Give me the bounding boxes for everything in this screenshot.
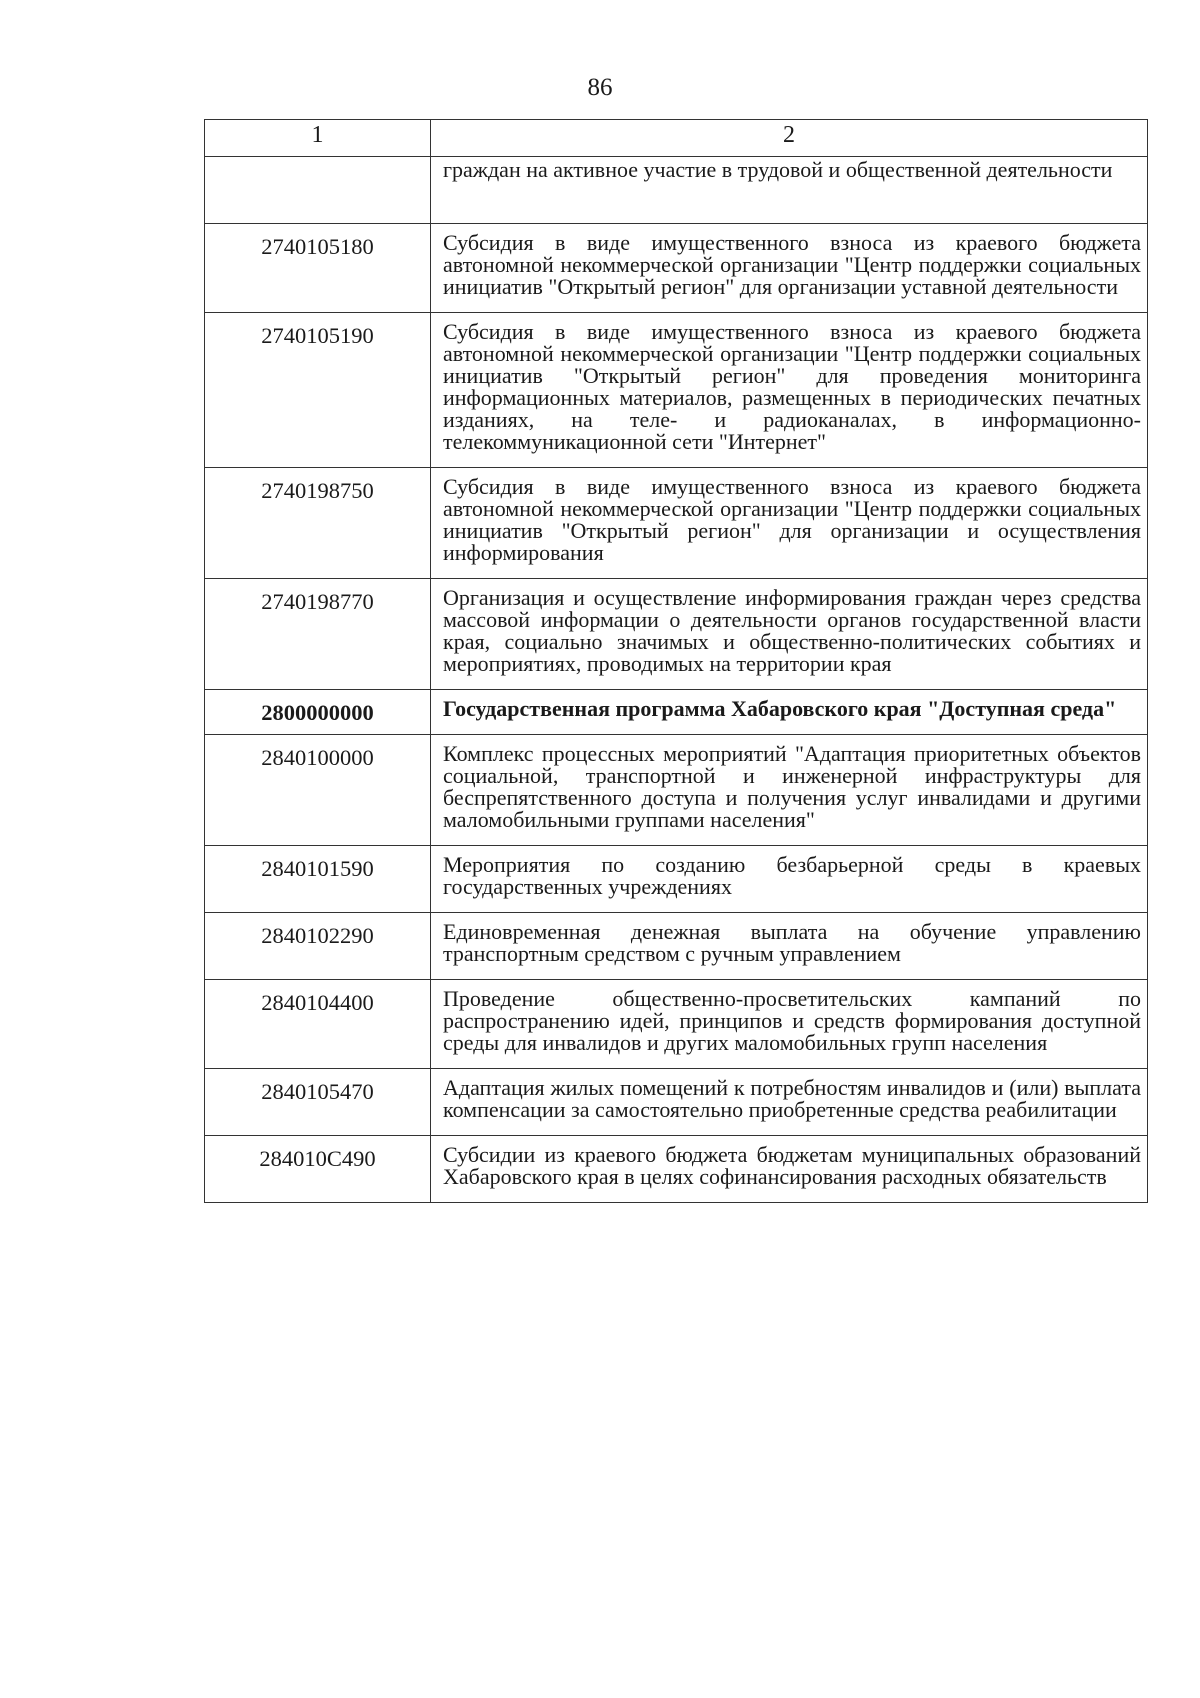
row-code: 2840102290 bbox=[205, 913, 431, 980]
table-row bbox=[205, 1069, 1148, 1136]
row-description: Мероприятия по созданию безбарьерной среды в краевых государственных учреждениях bbox=[431, 846, 1148, 913]
table-row-program bbox=[205, 690, 1148, 735]
row-code: 2800000000 bbox=[205, 690, 431, 735]
row-code: 2840104400 bbox=[205, 980, 431, 1069]
row-code: 2740198750 bbox=[205, 468, 431, 579]
table-row bbox=[205, 224, 1148, 313]
column-header-1: 1 bbox=[205, 120, 431, 157]
row-code: 2740105190 bbox=[205, 313, 431, 468]
table-header-row bbox=[205, 120, 1148, 157]
row-description: Субсидии из краевого бюджета бюджетам муниципальных образований Хабаровского края в целях софинансирования расходных обязательств bbox=[431, 1136, 1148, 1203]
table-row bbox=[205, 735, 1148, 846]
row-code: 2840101590 bbox=[205, 846, 431, 913]
table-row bbox=[205, 980, 1148, 1069]
row-description: Адаптация жилых помещений к потребностям инвалидов и (или) выплата компенсации за самостоятельно приобретенные средства реабилитации bbox=[431, 1069, 1148, 1136]
table-row bbox=[205, 579, 1148, 690]
row-description: Единовременная денежная выплата на обучение управлению транспортным средством с ручным управлением bbox=[431, 913, 1148, 980]
row-code: 2840100000 bbox=[205, 735, 431, 846]
table-row bbox=[205, 468, 1148, 579]
column-header-2: 2 bbox=[431, 120, 1148, 157]
table-row bbox=[205, 846, 1148, 913]
table-row bbox=[205, 913, 1148, 980]
row-description: Организация и осуществление информирования граждан через средства массовой информации о деятельности органов государственной власти края, социально значимых и общественно-политических событиях и мероприятиях, проводимых на территории края bbox=[431, 579, 1148, 690]
row-description: Субсидия в виде имущественного взноса из краевого бюджета автономной некоммерческой организации "Центр поддержки социальных инициатив "Открытый регион" для проведения мониторинга информационных материалов, размещенных в периодических печатных изданиях, на теле- и радиоканалах, в информационно-телекоммуникационной сети "Интернет" bbox=[431, 313, 1148, 468]
row-code: 2740198770 bbox=[205, 579, 431, 690]
table-row bbox=[205, 313, 1148, 468]
row-description: Проведение общественно-просветительских кампаний по распространению идей, принципов и средств формирования доступной среды для инвалидов и других маломобильных групп населения bbox=[431, 980, 1148, 1069]
table-row bbox=[205, 157, 1148, 224]
row-description: Субсидия в виде имущественного взноса из краевого бюджета автономной некоммерческой организации "Центр поддержки социальных инициатив "Открытый регион" для организации уставной деятельности bbox=[431, 224, 1148, 313]
budget-classification-table bbox=[204, 119, 1148, 1203]
row-description: граждан на активное участие в трудовой и общественной деятельности bbox=[431, 157, 1148, 224]
row-code bbox=[205, 157, 431, 224]
page-number: 86 bbox=[587, 74, 613, 101]
row-description: Государственная программа Хабаровского края "Доступная среда" bbox=[431, 690, 1148, 735]
row-code: 2840105470 bbox=[205, 1069, 431, 1136]
row-code: 2740105180 bbox=[205, 224, 431, 313]
row-description: Субсидия в виде имущественного взноса из краевого бюджета автономной некоммерческой организации "Центр поддержки социальных инициатив "Открытый регион" для организации и осуществления информирования bbox=[431, 468, 1148, 579]
row-code: 284010С490 bbox=[205, 1136, 431, 1203]
table-row bbox=[205, 1136, 1148, 1203]
row-description: Комплекс процессных мероприятий "Адаптация приоритетных объектов социальной, транспортной и инженерной инфраструктуры для беспрепятственного доступа и получения услуг инвалидами и другими маломобильными группами населения" bbox=[431, 735, 1148, 846]
